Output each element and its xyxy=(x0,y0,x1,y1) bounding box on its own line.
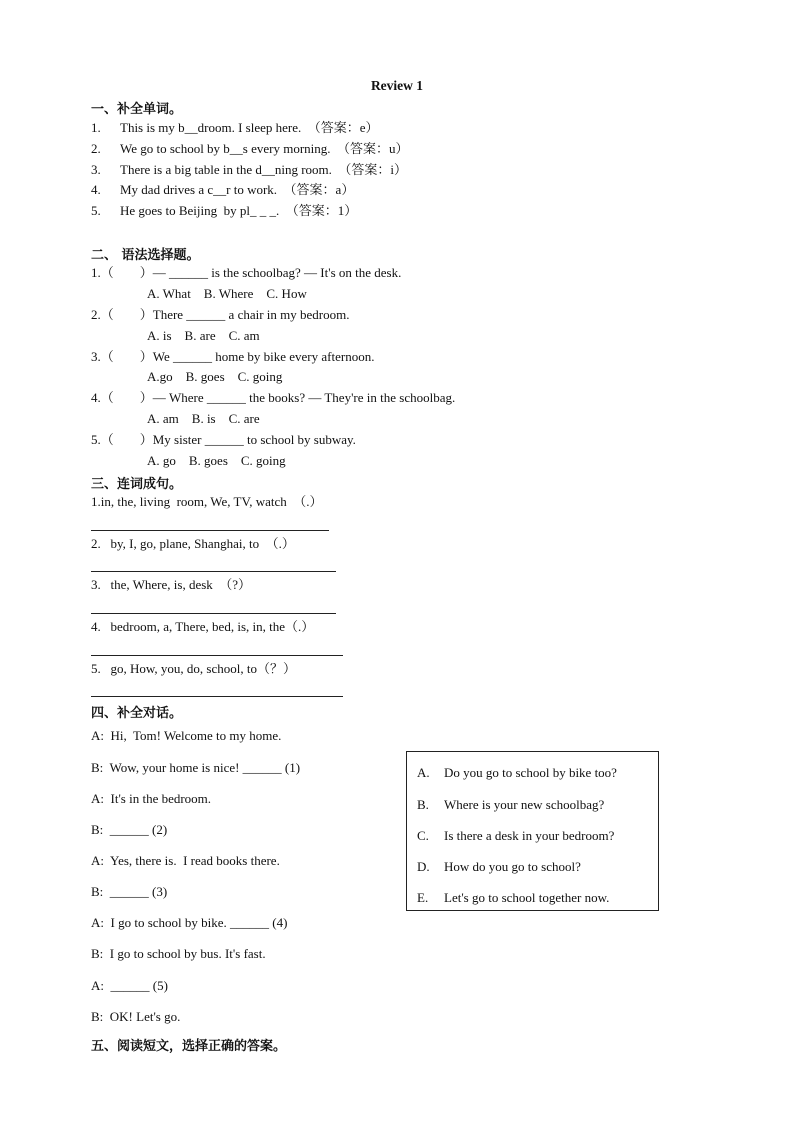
dialogue-line: B: ______ (3) xyxy=(91,884,168,899)
dialogue-line: B: OK! Let's go. xyxy=(91,1009,181,1024)
section1-heading: 一、补全单词。 xyxy=(91,102,183,117)
question-1: 1.（ ）— ______ is the schoolbag? — It's on the desk. xyxy=(91,265,402,280)
section4-heading: 四、补全对话。 xyxy=(91,706,183,721)
section1-item: 4. My dad drives a c__r to work. （答案：a） xyxy=(91,182,355,197)
question-5: 5.（ ）My sister ______ to school by subway. xyxy=(91,432,356,447)
dialogue-line: A: Hi, Tom! Welcome to my home. xyxy=(91,728,282,743)
option-a: A. Do you go to school by bike too? xyxy=(417,765,617,780)
sentence-prompt-2: 2. by, I, go, plane, Shanghai, to （.） xyxy=(91,536,295,551)
question-5-options: A. go B. goes C. going xyxy=(147,453,286,468)
section1-item: 1. This is my b__droom. I sleep here. （答案：e） xyxy=(91,120,379,135)
dialogue-line: A: ______ (5) xyxy=(91,978,168,993)
question-2-options: A. is B. are C. am xyxy=(147,328,260,343)
answer-line-2[interactable] xyxy=(91,571,336,572)
question-4-options: A. am B. is C. are xyxy=(147,411,260,426)
dialogue-line: B: I go to school by bus. It's fast. xyxy=(91,946,266,961)
page-title: Review 1 xyxy=(370,78,424,93)
question-1-options: A. What B. Where C. How xyxy=(147,286,307,301)
dialogue-line: A: It's in the bedroom. xyxy=(91,791,212,806)
section2-heading: 二、 语法选择题。 xyxy=(91,248,200,263)
section1-item: 5. He goes to Beijing by pl_ _ _. （答案：1） xyxy=(91,203,358,218)
question-3-options: A.go B. goes C. going xyxy=(147,369,283,384)
section5-heading: 五、阅读短文，选择正确的答案。 xyxy=(91,1039,287,1054)
answer-line-4[interactable] xyxy=(91,655,343,656)
section3-heading: 三、连词成句。 xyxy=(91,477,183,492)
sentence-prompt-5: 5. go, How, you, do, school, to（？） xyxy=(91,661,296,676)
answer-line-3[interactable] xyxy=(91,613,336,614)
section1-item: 2. We go to school by b__s every morning. （答案：u） xyxy=(91,141,409,156)
option-c: C. Is there a desk in your bedroom? xyxy=(417,828,615,843)
sentence-prompt-1: 1.in, the, living room, We, TV, watch （.） xyxy=(91,494,323,509)
dialogue-line: A: I go to school by bike. ______ (4) xyxy=(91,915,288,930)
sentence-prompt-3: 3. the, Where, is, desk （?） xyxy=(91,577,252,592)
option-b: B. Where is your new schoolbag? xyxy=(417,797,605,812)
dialogue-line: A: Yes, there is. I read books there. xyxy=(91,853,280,868)
question-2: 2.（ ）There ______ a chair in my bedroom. xyxy=(91,307,350,322)
sentence-prompt-4: 4. bedroom, a, There, bed, is, in, the（.） xyxy=(91,619,315,634)
options-box xyxy=(406,751,659,911)
option-d: D. How do you go to school? xyxy=(417,859,581,874)
section1-item: 3. There is a big table in the d__ning room. （答案：i） xyxy=(91,162,408,177)
dialogue-line: B: Wow, your home is nice! ______ (1) xyxy=(91,760,301,775)
answer-line-5[interactable] xyxy=(91,696,343,697)
question-4: 4.（ ）— Where ______ the books? — They're in the schoolbag. xyxy=(91,390,456,405)
question-3: 3.（ ）We ______ home by bike every afternoon. xyxy=(91,349,375,364)
option-e: E. Let's go to school together now. xyxy=(417,890,610,905)
dialogue-line: B: ______ (2) xyxy=(91,822,168,837)
answer-line-1[interactable] xyxy=(91,530,329,531)
